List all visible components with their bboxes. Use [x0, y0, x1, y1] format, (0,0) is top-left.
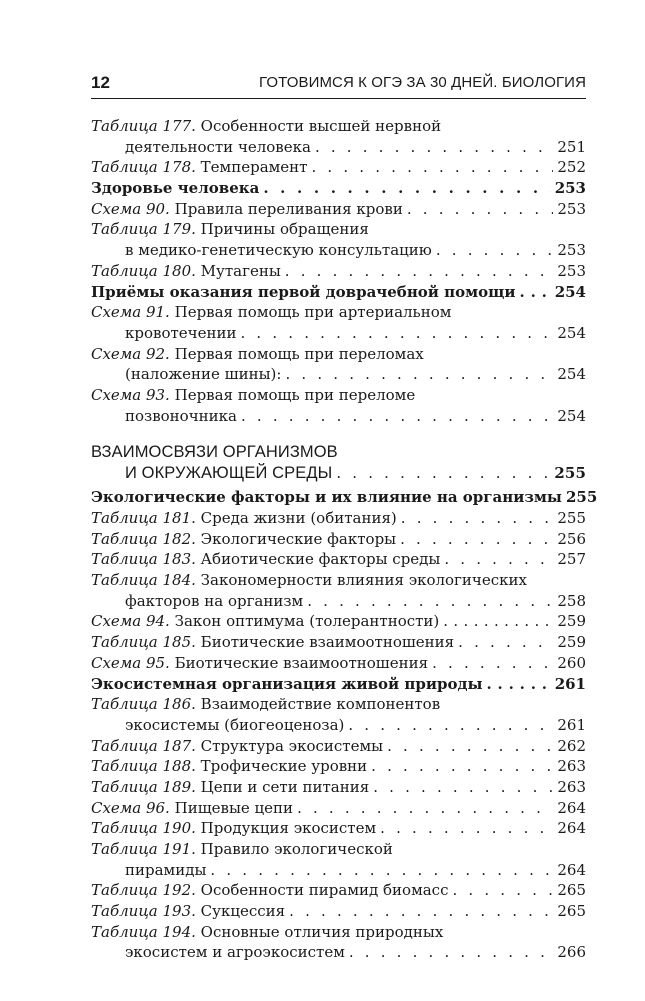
entry-title: Взаимодействие компонентов: [200, 695, 441, 714]
leader-dots: [373, 777, 553, 798]
entry-title-cont: деятельности человека: [125, 137, 311, 156]
entry-kind: Таблица 178.: [91, 158, 196, 177]
toc-entry[interactable]: [91, 632, 586, 653]
entry-kind: Таблица 191.: [91, 840, 196, 858]
entry-kind: Таблица 182.: [91, 529, 196, 548]
leader-dots: [452, 880, 553, 901]
entry-page: 256: [557, 529, 586, 548]
entry-title: Темперамент: [200, 158, 308, 177]
toc-heading[interactable]: [91, 674, 586, 695]
toc-entry[interactable]: [91, 756, 586, 777]
entry-page: 264: [557, 798, 586, 817]
entry-page: 253: [554, 179, 586, 198]
toc-entry[interactable]: [91, 261, 586, 282]
entry-kind: Таблица 183.: [91, 550, 196, 569]
toc-entry[interactable]: [91, 736, 586, 757]
entry-page: 266: [557, 943, 586, 962]
entry-title: Мутагены: [200, 261, 281, 280]
entry-title-cont: факторов на организм: [125, 591, 304, 610]
entry-page: 264: [557, 819, 586, 838]
toc-entry[interactable]: [91, 922, 586, 943]
entry-title-cont: кровотечении: [125, 323, 237, 342]
heading-title: Здоровье человека: [91, 179, 260, 198]
entry-page: 257: [557, 550, 586, 569]
page-number: 12: [91, 73, 110, 92]
leader-dots: [443, 611, 553, 632]
toc-entry[interactable]: [91, 901, 586, 922]
leader-dots: [458, 632, 553, 653]
entry-title-cont: экосистемы (биогеоценоза): [125, 715, 345, 734]
leader-dots: [307, 591, 553, 612]
entry-title: Сукцессия: [200, 902, 286, 921]
leader-dots: [436, 240, 553, 261]
entry-title: Закон оптимума (толерантности): [174, 612, 440, 631]
entry-kind: Таблица 189.: [91, 777, 196, 796]
entry-title-cont: в медико-генетическую консультацию: [125, 241, 432, 260]
entry-page: 252: [557, 158, 586, 177]
entry-page: 259: [557, 633, 586, 652]
entry-page: 261: [557, 715, 586, 734]
leader-dots: [240, 323, 553, 344]
toc-entry[interactable]: [91, 818, 586, 839]
page-header: [91, 66, 586, 99]
entry-title: Первая помощь при артериальном: [174, 303, 452, 322]
toc-entry[interactable]: [91, 199, 586, 220]
entry-title: Особенности высшей нервной: [200, 117, 442, 135]
toc-entry[interactable]: [91, 694, 586, 715]
leader-dots: [210, 860, 553, 881]
entry-page: 254: [557, 406, 586, 425]
leader-dots: [400, 529, 553, 550]
entry-page: 259: [557, 612, 586, 631]
entry-page: 258: [557, 591, 586, 610]
toc-entry[interactable]: [91, 611, 586, 632]
leader-dots: [444, 549, 553, 570]
entry-title: Биотические взаимоотношения: [200, 633, 455, 652]
entry-kind: Таблица 193.: [91, 902, 196, 921]
table-of-contents: [91, 116, 598, 963]
leader-dots: [285, 364, 553, 385]
entry-page: 253: [557, 261, 586, 280]
running-title: ГОТОВИМСЯ К ОГЭ ЗА 30 ДНЕЙ. БИОЛОГИЯ: [258, 74, 586, 91]
entry-kind: Таблица 184.: [91, 571, 196, 590]
entry-page: 263: [557, 757, 586, 776]
entry-kind: Таблица 192.: [91, 881, 196, 900]
entry-kind: Схема 96.: [91, 798, 170, 817]
entry-kind: Таблица 177.: [91, 117, 196, 135]
entry-title: Пищевые цепи: [174, 798, 294, 817]
entry-title-cont: (наложение шины):: [125, 365, 282, 384]
entry-kind: Таблица 194.: [91, 922, 196, 941]
entry-page: 255: [557, 509, 586, 527]
entry-title: Основные отличия природных: [200, 922, 444, 941]
section-title[interactable]: ВЗАИМОСВЯЗИ ОРГАНИЗМОВ: [91, 443, 338, 462]
entry-title: Правила переливания крови: [174, 199, 403, 218]
entry-kind: Таблица 186.: [91, 695, 196, 714]
entry-page: 260: [557, 653, 586, 672]
toc-heading[interactable]: [91, 178, 586, 199]
toc-entry[interactable]: [91, 344, 586, 365]
toc-entry[interactable]: [91, 116, 586, 137]
leader-dots: [520, 282, 551, 303]
entry-kind: Таблица 181.: [91, 509, 196, 527]
entry-page: 255: [565, 488, 598, 507]
entry-page: 253: [557, 241, 586, 260]
toc-entry[interactable]: [91, 549, 586, 570]
entry-page: 262: [557, 736, 586, 755]
leader-dots: [487, 674, 551, 695]
leader-dots: [387, 736, 553, 757]
entry-title: Закономерности влияния экологических: [200, 571, 527, 590]
entry-title-cont: экосистем и агроэкосистем: [125, 943, 345, 962]
toc-entry[interactable]: [91, 839, 586, 860]
toc-entry[interactable]: [91, 529, 586, 550]
entry-kind: Таблица 185.: [91, 633, 196, 652]
entry-kind: Таблица 188.: [91, 757, 196, 776]
leader-dots: [349, 942, 553, 963]
heading-title: Экосистемная организация живой природы: [91, 674, 483, 693]
leader-dots: [348, 715, 553, 736]
entry-title: Экологические факторы: [200, 529, 397, 548]
toc-entry[interactable]: [91, 570, 586, 591]
entry-title: Трофические уровни: [200, 757, 368, 776]
toc-entry[interactable]: [91, 508, 586, 529]
entry-kind: Таблица 187.: [91, 736, 196, 755]
entry-title: Правило экологической: [200, 840, 393, 858]
toc-entry[interactable]: [91, 880, 586, 901]
leader-dots: [311, 157, 553, 178]
entry-page: 264: [557, 860, 586, 879]
toc-heading[interactable]: [91, 487, 598, 508]
heading-title: Приёмы оказания первой доврачебной помощи: [91, 282, 516, 301]
entry-title: Причины обращения: [200, 220, 369, 239]
entry-page: 254: [557, 365, 586, 384]
entry-page: 265: [557, 902, 586, 921]
entry-title: Абиотические факторы среды: [200, 550, 441, 569]
entry-page: 254: [554, 282, 586, 301]
entry-kind: Схема 95.: [91, 653, 170, 672]
entry-page: 254: [557, 323, 586, 342]
entry-title-cont: позвоночника: [125, 406, 237, 425]
entry-page: 265: [557, 881, 586, 900]
section-title-cont: И ОКРУЖАЮЩЕЙ СРЕДЫ: [125, 464, 333, 483]
entry-title: Первая помощь при переломах: [174, 344, 424, 363]
entry-title-cont: пирамиды: [125, 860, 207, 879]
entry-kind: Схема 92.: [91, 344, 170, 363]
entry-page: 253: [557, 199, 586, 218]
toc-entry[interactable]: [91, 385, 586, 406]
entry-page: 251: [557, 137, 586, 156]
toc-entry[interactable]: [91, 777, 586, 798]
entry-title: Структура экосистемы: [200, 736, 384, 755]
toc-entry[interactable]: [91, 798, 586, 819]
leader-dots: [289, 901, 553, 922]
entry-kind: Таблица 180.: [91, 261, 196, 280]
entry-kind: Таблица 190.: [91, 819, 196, 838]
toc-entry[interactable]: [91, 653, 586, 674]
leader-dots: [315, 137, 553, 158]
entry-kind: Схема 93.: [91, 385, 170, 404]
leader-dots: [432, 653, 553, 674]
entry-page: 261: [554, 674, 586, 693]
entry-kind: Схема 94.: [91, 612, 170, 631]
leader-dots: [401, 508, 554, 529]
entry-title: Цепи и сети питания: [200, 777, 370, 796]
leader-dots: [241, 406, 553, 427]
entry-title: Первая помощь при переломе: [174, 385, 416, 404]
entry-page: 263: [557, 777, 586, 796]
toc-entry[interactable]: [91, 219, 586, 240]
leader-dots: [336, 463, 550, 484]
entry-title: Среда жизни (обитания): [200, 509, 397, 527]
entry-kind: Схема 91.: [91, 303, 170, 322]
leader-dots: [371, 756, 553, 777]
toc-heading[interactable]: [91, 282, 586, 303]
toc-entry[interactable]: [91, 157, 586, 178]
entry-title: Биотические взаимоотношения: [174, 653, 429, 672]
toc-entry[interactable]: [91, 302, 586, 323]
leader-dots: [297, 798, 553, 819]
leader-dots: [407, 199, 553, 220]
heading-title: Экологические факторы и их влияние на организмы: [91, 488, 562, 507]
entry-kind: Таблица 179.: [91, 220, 196, 239]
leader-dots: [380, 818, 553, 839]
entry-title: Особенности пирамид биомасс: [200, 881, 449, 900]
leader-dots: [285, 261, 554, 282]
entry-title: Продукция экосистем: [200, 819, 377, 838]
section-page: 255: [554, 464, 586, 483]
entry-kind: Схема 90.: [91, 199, 170, 218]
leader-dots: [263, 178, 550, 199]
